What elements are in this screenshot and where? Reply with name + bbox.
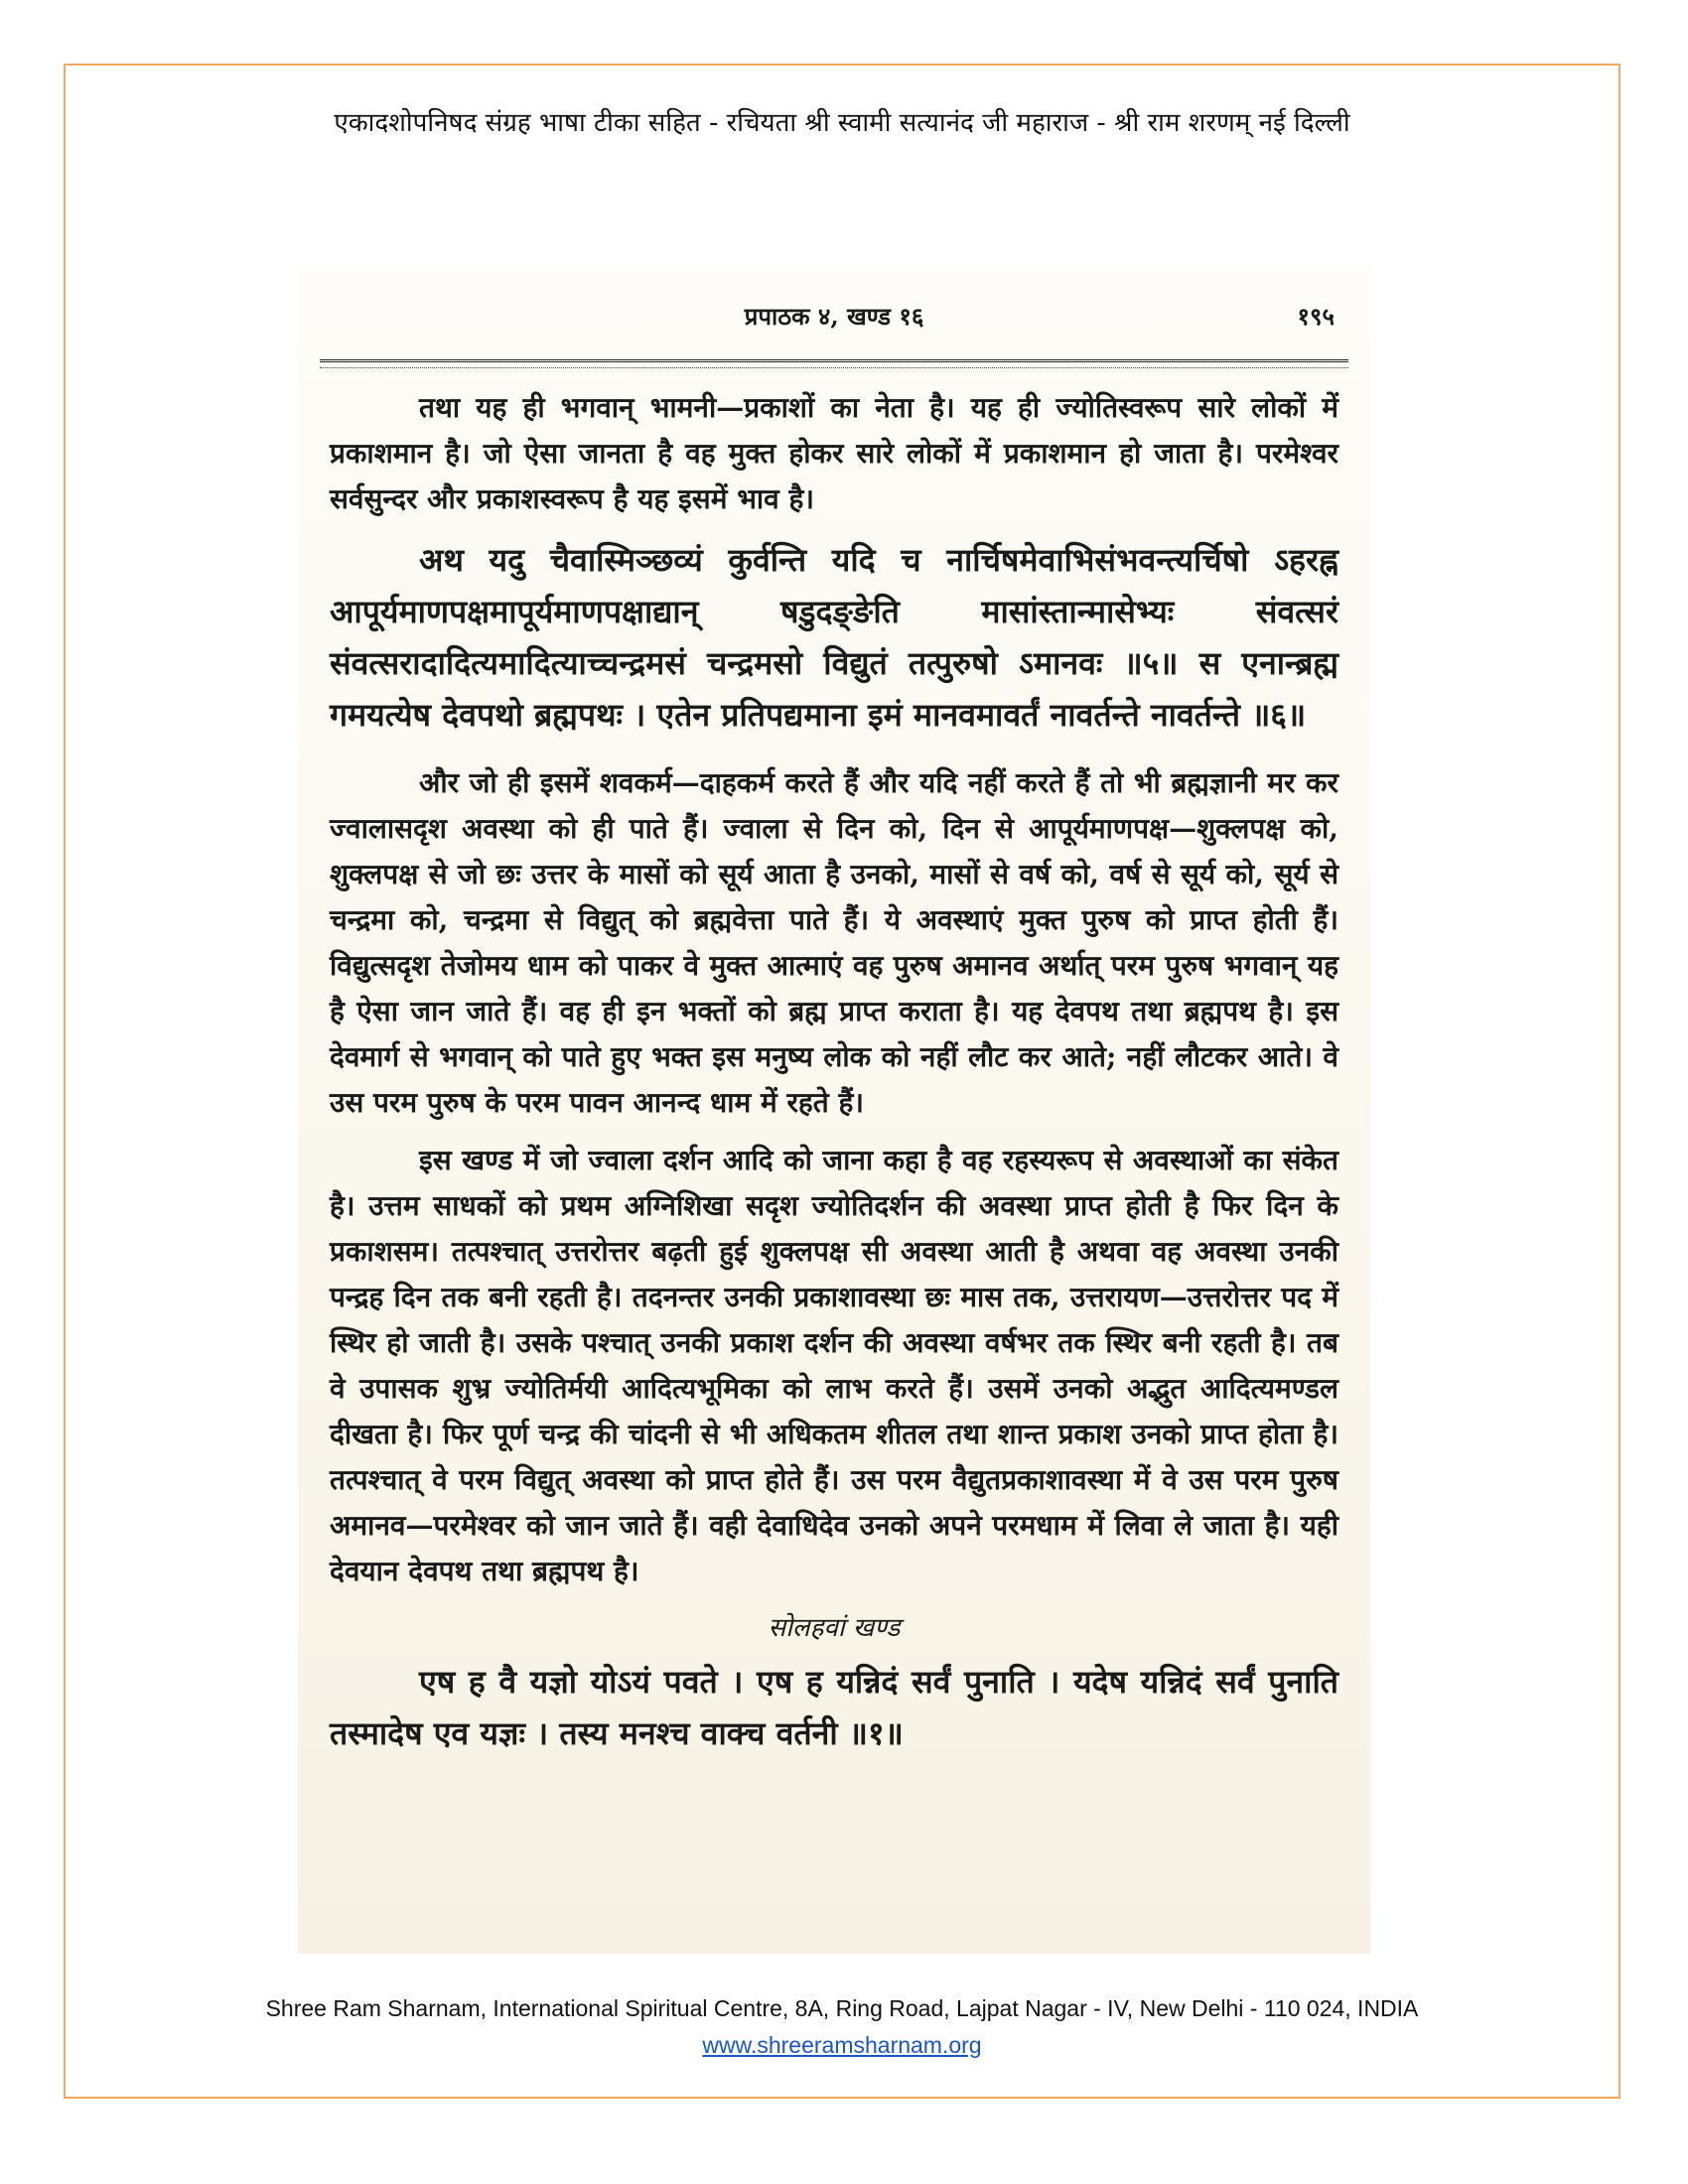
- paragraph-commentary-1: तथा यह ही भगवान् भामनी—प्रकाशों का नेता है। यह ही ज्योतिस्वरूप सारे लोकों में प्रकाशमान है। जो ऐसा जानता है वह मुक्त होकर सारे लोकों में प्रकाशमान हो जाता है। परमेश्वर सर्वसुन्दर और प्रकाशस्वरूप है यह इसमें भाव है।: [330, 391, 1338, 515]
- header-rule-dotted: [320, 367, 1348, 368]
- running-head: [320, 300, 1348, 340]
- website-link[interactable]: www.shreeramsharnam.org: [702, 2032, 982, 2058]
- sanskrit-verse: अथ यदु चैवास्मिञ्छव्यं कुर्वन्ति यदि च नार्चिषमेवाभिसंभवन्त्यर्चिषो ऽहरह्न आपूर्यमाणपक्षमापूर्यमाणपक्षाद्यान् षडुदङ्ङेति मासांस्तान्मासेभ्यः संवत्सरं संवत्सरादादित्यमादित्याच्चन्द्रमसं चन्द्रमसो विद्युतं तत्पुरुषो ऽमानवः ॥५॥ स एनान्ब्रह्म गमयत्येष देवपथो ब्रह्मपथः । एतेन प्रतिपद्यमाना इमं मानवमावर्तं नावर्तन्ते नावर्तन्ते ॥६॥: [330, 541, 1338, 734]
- page-number: १९५: [1297, 302, 1335, 331]
- paragraph-commentary-3: इस खण्ड में जो ज्वाला दर्शन आदि को जाना कहा है वह रहस्यरूप से अवस्थाओं का संकेत है। उत्तम साधकों को प्रथम अग्निशिखा सदृश ज्योतिदर्शन की अवस्था प्राप्त होती है फिर दिन के प्रकाशसम। तत्पश्चात् उत्तरोत्तर बढ़ती हुई शुक्लपक्ष सी अवस्था आती है अथवा वह अवस्था उनकी पन्द्रह दिन तक बनी रहती है। तदनन्तर उनकी प्रकाशावस्था छः मास तक, उत्तरायण—उत्तरोत्तर पद में स्थिर हो जाती है। उसके पश्चात् उनकी प्रकाश दर्शन की अवस्था वर्षभर तक स्थिर बनी रहती है। तब वे उपासक शुभ्र ज्योतिर्मयी आदित्यभूमिका को लाभ करते हैं। उसमें उनको अद्भुत आदित्यमण्डल दीखता है। फिर पूर्ण चन्द्र की चांदनी से भी अधिकतम शीतल तथा शान्त प्रकाश उनको प्राप्त होता है। तत्पश्चात् वे परम विद्युत् अवस्था को प्राप्त होते हैं। उस परम वैद्युतप्रकाशावस्था में वे उस परम पुरुष अमानव—परमेश्वर को जान जाते हैं। वही देवाधिदेव उनको अपने परमधाम में लिवा ले जाता है। यही देवयान देवपथ तथा ब्रह्मपथ है।: [330, 1144, 1338, 1587]
- section-heading: सोलहवां खण्ड: [768, 1613, 901, 1643]
- header-rule: [320, 359, 1348, 362]
- document-footer: [64, 1995, 1620, 2059]
- paragraph-commentary-2: और जो ही इसमें शवकर्म—दाहकर्म करते हैं और यदि नहीं करते हैं तो भी ब्रह्मज्ञानी मर कर ज्वालासदृश अवस्था को ही पाते हैं। ज्वाला से दिन को, दिन से आपूर्यमाणपक्ष—शुक्लपक्ष को, शुक्लपक्ष से जो छः उत्तर के मासों को सूर्य आता है उनको, मासों से वर्ष को, वर्ष से सूर्य को, सूर्य से चन्द्रमा को, चन्द्रमा से विद्युत् को ब्रह्मवेत्ता पाते हैं। ये अवस्थाएं मुक्त पुरुष को प्राप्त होती हैं। विद्युत्सदृश तेजोमय धाम को पाकर वे मुक्त आत्माएं वह पुरुष अमानव अर्थात् परम पुरुष भगवान् यह है ऐसा जान जाते हैं। वह ही इन भक्तों को ब्रह्म प्राप्त कराता है। यह देवपथ तथा ब्रह्मपथ है। इस देवमार्ग से भगवान् को पाते हुए भक्त इस मनुष्य लोक को नहीं लौट कर आते; नहीं लौटकर आते। वे उस परम पुरुष के परम पावन आनन्द धाम में रहते हैं।: [330, 766, 1338, 1119]
- document-header: एकादशोपनिषद संग्रह भाषा टीका सहित - रचियता श्री स्वामी सत्यानंद जी महाराज - श्री राम शरणम् नई दिल्ली: [334, 108, 1350, 138]
- footer-address: Shree Ram Sharnam, International Spiritual Centre, 8A, Ring Road, Lajpat Nagar - IV, New Delhi - 110 024, INDIA: [265, 1995, 1419, 2021]
- scanned-page-content: [320, 266, 1348, 1954]
- scanned-page: [298, 266, 1370, 1954]
- closing-sanskrit-verse: एष ह वै यज्ञो योऽयं पवते । एष ह यन्निदं सर्वं पुनाति । यदेष यन्निदं सर्वं पुनाति तस्मादेष एव यज्ञः । तस्य मनश्च वाक्च वर्तनी ॥१॥: [330, 1663, 1338, 1752]
- page-body: [330, 385, 1338, 1779]
- running-head-title: प्रपाठक ४, खण्ड १६: [744, 302, 924, 331]
